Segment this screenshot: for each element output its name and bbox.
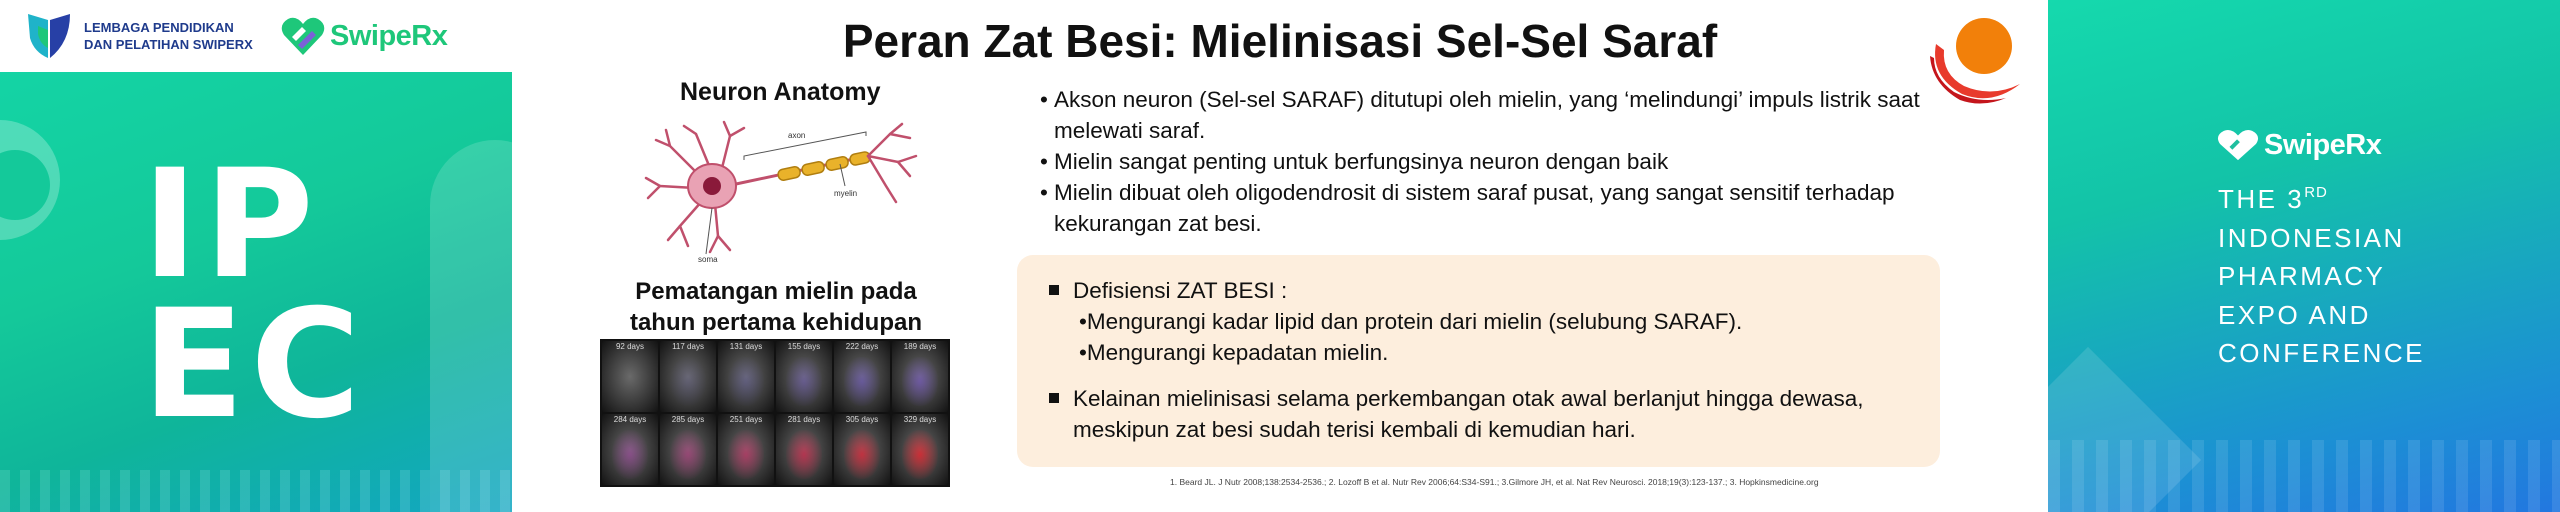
box-heading: Defisiensi ZAT BESI : <box>1073 278 1288 303</box>
myelin-stain <box>670 430 706 480</box>
bullet-dot: • <box>1040 149 1048 174</box>
bullet-text: Mielin sangat penting untuk berfungsinya neuron dengan baik <box>1054 149 1669 174</box>
myelin-stain <box>612 430 648 480</box>
reference-footnote: 1. Beard JL. J Nutr 2008;138:2534-2536.; 2. Lozoff B et al. Nutr Rev 2006;64:S34-S91.; 3.Gilmore JH, et al. Nat Rev Neurosci. 2018;19(3):123-137.; 3. Hopkinsmedicine.org <box>1170 477 1819 487</box>
soma-label: soma <box>698 255 718 264</box>
logo-bar <box>0 0 512 72</box>
myelin-maturation-caption: Pematangan mielin pada tahun pertama kehidupan <box>629 278 923 336</box>
org-name <box>84 19 274 53</box>
decorative-shape <box>2048 440 2560 512</box>
neuron-anatomy-diagram <box>640 116 920 266</box>
mri-scan-cell <box>834 414 890 485</box>
myelin-stain <box>670 357 706 407</box>
bullet-item <box>1040 146 1920 177</box>
myelin-stain <box>786 430 822 480</box>
slide-title: Peran Zat Besi: Mielinisasi Sel-Sel Saraf <box>842 15 1718 67</box>
swiperx-logo <box>280 15 447 57</box>
left-banner-panel <box>0 0 512 512</box>
decorative-shape <box>0 470 512 512</box>
mri-day-label: 189 days <box>903 342 937 351</box>
box-sub-bullet <box>1079 337 1388 368</box>
mri-day-label: 92 days <box>615 342 645 351</box>
decorative-shape <box>430 140 512 512</box>
mri-day-label: 281 days <box>787 415 821 424</box>
swiperx-logo <box>2216 128 2381 162</box>
bullet-item <box>1040 84 1920 146</box>
swiperx-heart-icon <box>280 15 326 57</box>
event-line-5: CONFERENCE <box>2218 338 2426 368</box>
org-name-line2: DAN PELATIHAN SWIPERX <box>84 37 253 52</box>
mri-day-label: 305 days <box>845 415 879 424</box>
mri-scan-cell <box>776 414 832 485</box>
bullet-dot: • <box>1079 309 1087 334</box>
bullet-dot: • <box>1040 180 1048 205</box>
mri-scan-cell <box>892 414 948 485</box>
box-sub-bullet <box>1079 306 1742 337</box>
myelin-stain <box>728 430 764 480</box>
mri-scan-cell <box>602 341 658 412</box>
box-sub-bullet-text: Mengurangi kadar lipid dan protein dari mielin (selubung SARAF). <box>1086 309 1743 334</box>
box-sub-bullet-text: Mengurangi kepadatan mielin. <box>1086 340 1389 365</box>
event-line-4: EXPO AND <box>2218 299 2371 330</box>
myelin-label: myelin <box>834 189 858 198</box>
box-note: Kelainan mielinisasi selama perkembangan otak awal berlanjut hingga dewasa, meskipun zat besi sudah terisi kembali di kemudian hari. <box>1073 386 1864 442</box>
nucleus <box>703 177 721 195</box>
mri-scan-cell <box>718 341 774 412</box>
myelin-stain <box>902 430 938 480</box>
myelin-stain <box>844 357 880 407</box>
swiperx-wordmark: SwipeRx <box>2264 128 2382 161</box>
mri-day-label: 117 days <box>672 342 704 351</box>
mri-scan-cell <box>776 341 832 412</box>
myelin-stain <box>728 357 764 407</box>
myelin-stain <box>844 430 880 480</box>
ipec-line-ec: EC <box>142 278 367 452</box>
mri-day-label: 285 days <box>671 415 705 424</box>
mri-scan-cell <box>602 414 658 485</box>
mri-day-label: 155 days <box>787 342 821 351</box>
box-note-row <box>1049 383 1909 445</box>
bullet-text: Akson neuron (Sel-sel SARAF) ditutupi oleh mielin, yang ‘melindungi’ impuls listrik saat melewati saraf. <box>1054 87 1920 143</box>
bullet-dot: • <box>1040 87 1048 112</box>
corner-logo-icon <box>1922 14 2024 106</box>
square-bullet-icon <box>1049 393 1059 403</box>
mri-day-label: 329 days <box>903 415 937 424</box>
square-bullet-icon <box>1049 285 1059 295</box>
bullet-item <box>1040 177 1920 239</box>
mri-day-label: 284 days <box>613 415 647 424</box>
org-name-line1: LEMBAGA PENDIDIKAN <box>84 20 234 35</box>
swiperx-heart-icon <box>2216 128 2260 162</box>
mri-day-label: 222 days <box>845 342 879 351</box>
bullet-dot: • <box>1079 340 1087 365</box>
mri-scan-cell <box>834 341 890 412</box>
mri-day-label: 131 days <box>729 342 763 351</box>
mri-day-label: 251 days <box>729 415 763 424</box>
myelin-sheaths <box>777 151 871 181</box>
myelin-stain <box>612 357 648 407</box>
iron-deficiency-box <box>1017 255 1940 467</box>
myelin-stain <box>786 357 822 407</box>
mri-scan-cell <box>660 414 716 485</box>
right-banner-panel <box>2048 0 2560 512</box>
mri-scan-cell <box>718 414 774 485</box>
event-line-2: INDONESIAN <box>2218 222 2405 253</box>
mri-scan-grid <box>600 339 950 487</box>
axon-label: axon <box>788 131 806 140</box>
event-line-1: THE 3RD <box>2218 184 2328 214</box>
mri-scan-cell <box>660 341 716 412</box>
ipec-line-ip: IP <box>142 138 320 312</box>
swiperx-wordmark: SwipeRx <box>330 19 448 52</box>
axon-terminals <box>868 124 916 202</box>
mri-scan-cell <box>892 341 948 412</box>
box-heading-row <box>1049 275 1287 306</box>
bullet-text: Mielin dibuat oleh oligodendrosit di sistem saraf pusat, yang sangat sensitif terhadap kekurangan zat besi. <box>1054 180 1895 236</box>
lembaga-shield-logo-icon <box>24 8 76 64</box>
neuron-anatomy-title: Neuron Anatomy <box>680 78 881 106</box>
main-bullet-list <box>1040 84 1920 239</box>
event-name <box>2218 174 2425 373</box>
myelin-stain <box>902 357 938 407</box>
event-line-3: PHARMACY <box>2218 261 2386 291</box>
